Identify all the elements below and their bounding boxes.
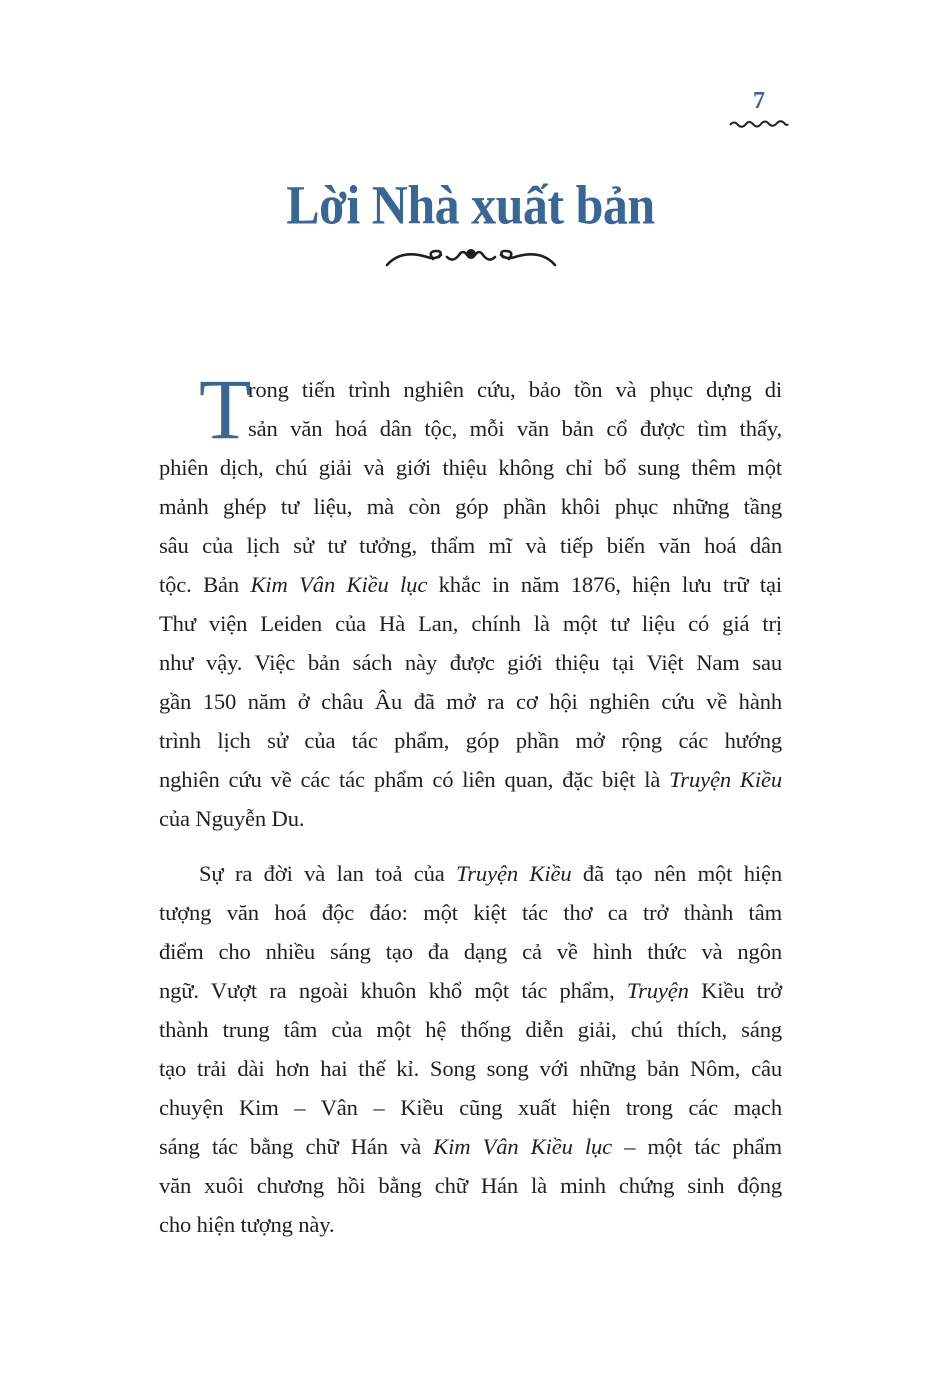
text-line [159, 448, 782, 487]
italic-title-text: Kim Vân Kiều lục [250, 572, 428, 597]
text-line [159, 893, 782, 932]
text-segment: như vậy. Việc bản sách này được giới thiệu tại Việt Nam sau [159, 650, 782, 675]
drop-cap: T [199, 361, 252, 457]
text-line [159, 1010, 782, 1049]
text-line [159, 1088, 782, 1127]
body-text [159, 361, 782, 1244]
paragraph [159, 370, 782, 838]
italic-title-text: Truyện [626, 978, 689, 1003]
text-line [159, 721, 782, 760]
text-segment: rong tiến trình nghiên cứu, bảo tồn và phục dựng di [248, 377, 782, 402]
text-line [159, 1127, 782, 1166]
text-segment: trình lịch sử của tác phẩm, góp phần mở rộng các hướng [159, 728, 782, 753]
text-segment: phiên dịch, chú giải và giới thiệu không chỉ bổ sung thêm một [159, 455, 782, 480]
paragraph [159, 854, 782, 1244]
text-line [159, 1205, 782, 1244]
page-number: 7 [753, 88, 765, 114]
text-line [159, 1166, 782, 1205]
text-segment: sản văn hoá dân tộc, mỗi văn bản cổ được tìm thấy, [248, 416, 782, 441]
text-segment: – một tác phẩm [612, 1134, 782, 1159]
text-segment: khắc in năm 1876, hiện lưu trữ tại [427, 572, 782, 597]
text-line [159, 565, 782, 604]
text-segment: mảnh ghép tư liệu, mà còn góp phần khôi phục những tầng [159, 494, 782, 519]
text-line [159, 682, 782, 721]
italic-title-text: Truyện Kiều [456, 861, 572, 886]
text-line [159, 799, 782, 838]
text-line [248, 370, 782, 409]
text-segment: tộc. Bản [159, 572, 251, 597]
text-segment: điểm cho nhiều sáng tạo đa dạng cả về hình thức và ngôn [159, 939, 782, 964]
page-title: Lời Nhà xuất bản [286, 174, 655, 236]
text-segment: văn xuôi chương hồi bằng chữ Hán là minh chứng sinh động [159, 1173, 782, 1198]
text-segment: Kiều trở [688, 978, 782, 1003]
text-segment: tượng văn hoá độc đáo: một kiệt tác thơ ca trở thành tâm [159, 900, 782, 925]
italic-title-text: Kim Vân Kiều lục [433, 1134, 613, 1159]
text-line [159, 760, 782, 799]
text-line [248, 409, 782, 448]
text-segment: cho hiện tượng này. [159, 1212, 335, 1237]
text-line [159, 487, 782, 526]
text-line [159, 932, 782, 971]
text-line [159, 604, 782, 643]
italic-title-text: Truyện Kiều [669, 767, 782, 792]
text-segment: sâu của lịch sử tư tưởng, thẩm mĩ và tiếp biến văn hoá dân [159, 533, 782, 558]
text-segment: sáng tác bằng chữ Hán và [159, 1134, 434, 1159]
text-segment: của Nguyễn Du. [159, 806, 305, 831]
text-segment: Thư viện Leiden của Hà Lan, chính là một tư liệu có giá trị [159, 611, 782, 636]
text-segment: ngữ. Vượt ra ngoài khuôn khổ một tác phẩm, [159, 978, 627, 1003]
text-line [199, 854, 782, 893]
text-segment: tạo trải dài hơn hai thế kỉ. Song song với những bản Nôm, câu [159, 1056, 782, 1081]
text-segment: đã tạo nên một hiện [571, 861, 782, 886]
text-segment: chuyện Kim – Vân – Kiều cũng xuất hiện trong các mạch [159, 1095, 782, 1120]
text-line [159, 526, 782, 565]
text-line [159, 1049, 782, 1088]
text-line [159, 971, 782, 1010]
text-segment: gần 150 năm ở châu Âu đã mở ra cơ hội nghiên cứu về hành [159, 689, 782, 714]
text-segment: thành trung tâm của một hệ thống diễn giải, chú thích, sáng [159, 1017, 782, 1042]
text-line [159, 643, 782, 682]
title-ornament-icon [385, 245, 557, 269]
text-segment: Sự ra đời và lan toả của [199, 861, 457, 886]
ornament-icon [728, 118, 790, 130]
text-segment: nghiên cứu về các tác phẩm có liên quan, đặc biệt là [159, 767, 670, 792]
